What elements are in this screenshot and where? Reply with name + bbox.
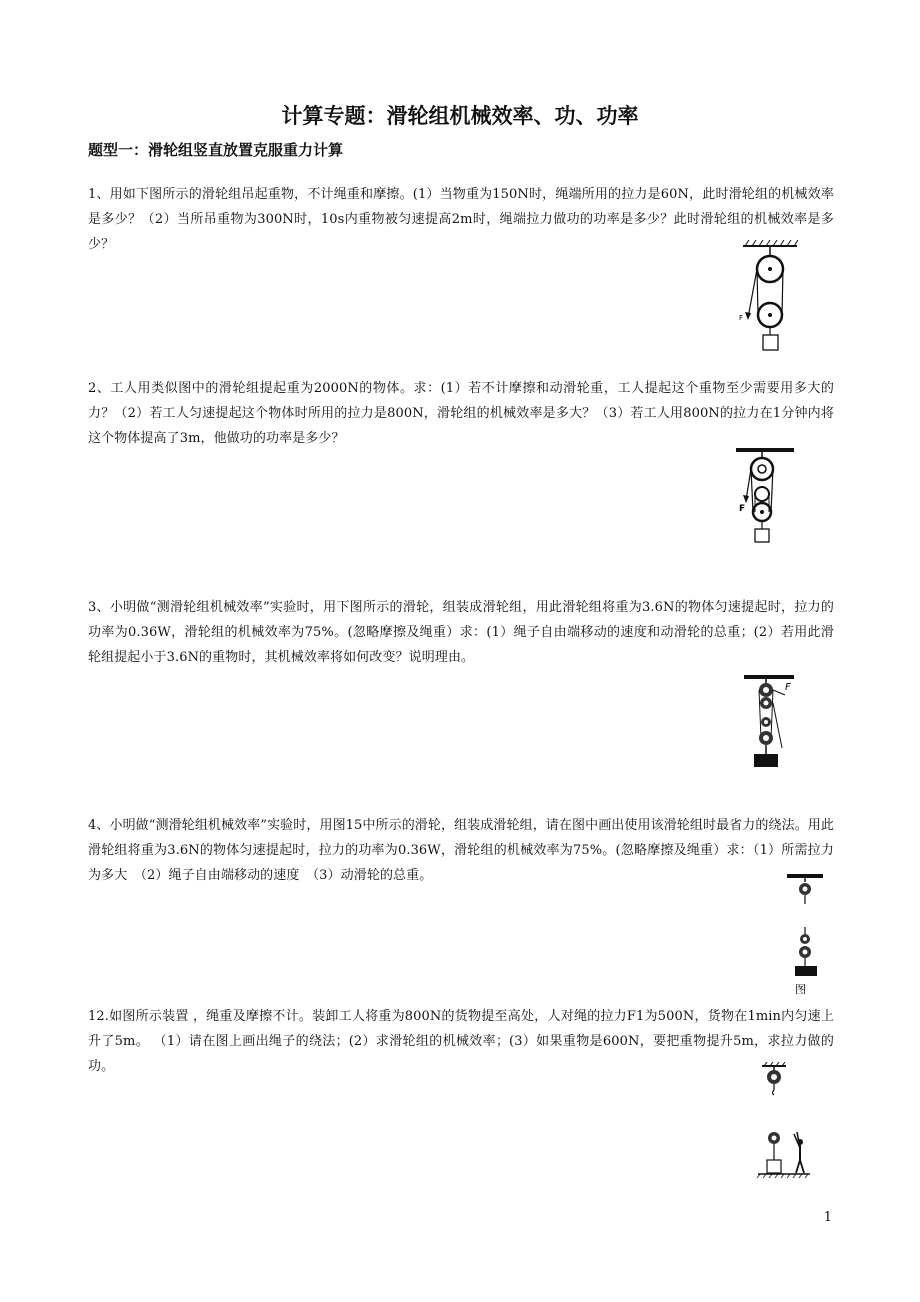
figure-2-pulley-diagram	[730, 445, 800, 550]
figure-3-force-label: F	[785, 682, 791, 693]
problem-1-text: 1、用如下图所示的滑轮组吊起重物，不计绳重和摩擦。(1）当物重为150N时，绳端所用的拉力是60N，此时滑轮组的机械效率是多少？（2）当所吊重物为300N时，10s内重物被匀速提高2m时，绳端拉力做功的功率是多少？此时滑轮组的机械效率是多少？	[88, 187, 834, 252]
figure-1-pulley-diagram	[735, 240, 805, 355]
problem-4-text: 4、小明做“测滑轮组机械效率”实验时，用图15中所示的滑轮，组装成滑轮组，请在图中画出使用该滑轮组时最省力的绕法。用此滑轮组将重为3.6N的物体匀速提起时，拉力的功率为0.36W，滑轮组的机械效率为75%。(忽略摩擦及绳重）求：（1）所需拉力为多大 （2）绳子自由端移动的速度 （3）动滑轮的总重。	[88, 818, 835, 883]
figure-2-force-label: F	[739, 504, 746, 514]
figure-12-pulley-diagram	[752, 1062, 814, 1182]
page-title: 计算专题：滑轮组机械效率、功、功率	[281, 104, 639, 128]
problem-2-text: 2、工人用类似图中的滑轮组提起重为2000N的物体。求：(1）若不计摩擦和动滑轮重，工人提起这个重物至少需要用多大的力？（2）若工人匀速提起这个物体时所用的拉力是800N，滑轮组的机械效率是多大？（3）若工人用800N的拉力在1分钟内将这个物体提高了3m，他做功的功率是多少？	[88, 381, 834, 446]
figure-3-pulley-diagram	[742, 670, 802, 772]
page-number: 1	[823, 1210, 832, 1225]
problem-3-text: 3、小明做“测滑轮组机械效率”实验时，用下图所示的滑轮，组装成滑轮组，用此滑轮组将重为3.6N的物体匀速提起时，拉力的功率为0.36W，滑轮组的机械效率为75%。(忽略摩擦及绳重）求：(1）绳子自由端移动的速度和动滑轮的总重；(2）若用此滑轮组提起小于3.6N的重物时，其机械效率将如何改变？说明理由。	[88, 600, 834, 665]
problem-12-text: 12.如图所示装置 ，绳重及摩擦不计。装卸工人将重为800N的货物提至高处，人对绳的拉力F1为500N，货物在1min内匀速上升了5m。 （1）请在图上画出绳子的绕法；(2）求滑轮组的机械效率；(3）如果重物是600N，要把重物提升5m，求拉力做的功。	[88, 1009, 834, 1074]
figure-4-pulley-diagram	[785, 872, 835, 997]
figure-4-caption: 图	[795, 983, 806, 996]
figure-1-force-label: F	[739, 314, 744, 322]
section-heading: 题型一：滑轮组竖直放置克服重力计算	[88, 141, 344, 159]
